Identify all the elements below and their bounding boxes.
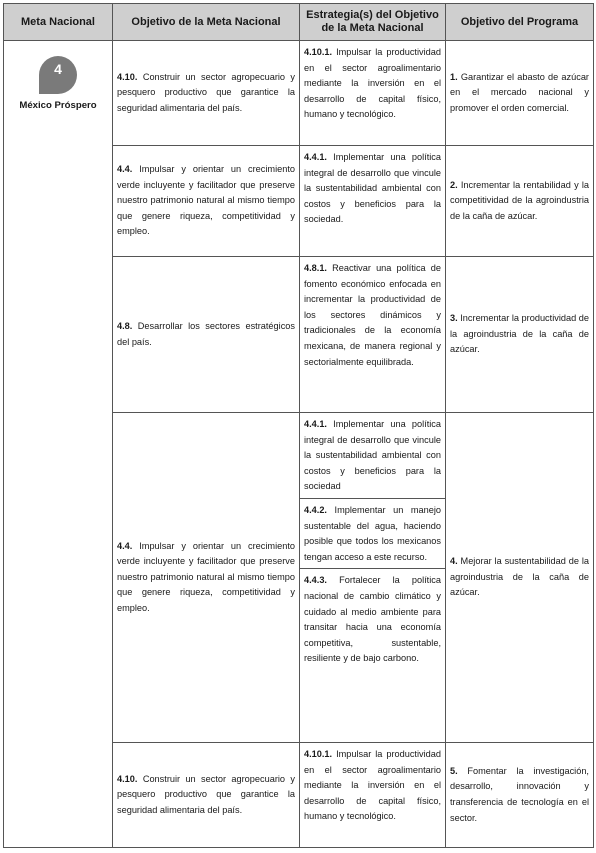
estrategia-text: Impulsar la productividad en el sector agroalimentario mediante la inversión en el desarrollo de capital físico, humano y tecnológico. (304, 749, 441, 822)
objetivo-text: Desarrollar los sectores estratégicos del país. (117, 320, 295, 347)
estrategia-number: 4.10.1. (304, 47, 333, 57)
objetivo-cell (113, 257, 300, 413)
programa-text: Mejorar la sustentabilidad de la agroindustria de la caña de azúcar. (450, 556, 589, 598)
estrategia-number: 4.4.1. (304, 419, 327, 429)
objetivo-text: Impulsar y orientar un crecimiento verde incluyente y facilitador que preserve nuestro patrimonio natural al mismo tiempo que genere riqueza, competitividad y empleo. (117, 164, 295, 237)
estrategia-text: Fortalecer la política nacional de cambio climático y cuidado al medio ambiente para transitar hacia una economía competitiva, sustentable, resiliente y de bajo carbono. (304, 575, 441, 664)
programa-text: Garantizar el abasto de azúcar en el mercado nacional y promover el orden comercial. (450, 71, 589, 113)
estrategia-number: 4.10.1. (304, 749, 333, 759)
meta-nacional-cell (4, 41, 113, 848)
estrategia-item (304, 261, 441, 370)
objetivo-cell (113, 41, 300, 146)
estrategia-number: 4.4.3. (304, 575, 327, 586)
estrategia-item (300, 568, 445, 667)
objetivo-number: 4.10. (117, 773, 138, 784)
estrategia-item (304, 747, 441, 825)
estrategia-text: Implementar una política integral de desarrollo que vincule la sustentabilidad ambiental con costos y beneficios para la sociedad (304, 419, 441, 492)
objetivo-text: Impulsar y orientar un crecimiento verde incluyente y facilitador que preserve nuestro patrimonio natural al mismo tiempo que genere riqueza, competitividad y empleo. (117, 540, 295, 613)
programa-text: Fomentar la investigación, desarrollo, innovación y transferencia de tecnología en el sector. (450, 765, 589, 823)
estrategia-number: 4.4.1. (304, 152, 327, 162)
programa-text: Incrementar la productividad de la agroindustria de la caña de azúcar. (450, 313, 589, 355)
header-row (4, 4, 594, 41)
objetivo-text: Construir un sector agropecuario y pesquero productivo que garantice la seguridad alimentaria del país. (117, 773, 295, 815)
estrategia-item (304, 417, 441, 495)
estrategia-text: Reactivar una política de fomento económico enfocada en incrementar la productividad de los sectores dinámicos y tradicionales de la economía mexicana, de manera regional y sectorialmente equilibrada. (304, 263, 441, 367)
meta-badge-number: 4 (54, 61, 62, 77)
estrategia-cell (300, 413, 446, 743)
programa-cell (446, 257, 594, 413)
estrategia-number: 4.4.2. (304, 504, 327, 515)
estrategia-cell (300, 743, 446, 848)
estrategia-item (304, 150, 441, 228)
estrategia-text: Impulsar la productividad en el sector agroalimentario mediante la inversión en el desarrollo de capital físico, humano y tecnológico. (304, 47, 441, 120)
objetivo-cell (113, 413, 300, 743)
estrategia-text: Implementar una política integral de desarrollo que vincule la sustentabilidad ambiental con costos y beneficios para la sociedad. (304, 152, 441, 225)
estrategia-text: Implementar un manejo sustentable del agua, haciendo posible que todos los mexicanos tengan acceso a este recurso. (304, 504, 441, 562)
programa-number: 4. (450, 556, 458, 567)
header-objetivo-programa: Objetivo del Programa (446, 4, 594, 41)
programa-number: 5. (450, 765, 458, 776)
header-estrategias: Estrategia(s) del Objetivo de la Meta Nacional (300, 4, 446, 41)
objetivo-number: 4.4. (117, 540, 133, 551)
table-row (4, 41, 594, 146)
programa-cell (446, 413, 594, 743)
programa-number: 1. (450, 71, 458, 82)
programa-number: 2. (450, 179, 458, 190)
estrategia-number: 4.8.1. (304, 263, 327, 273)
alignment-table (3, 3, 594, 848)
objetivo-cell (113, 146, 300, 257)
estrategia-cell (300, 146, 446, 257)
programa-number: 3. (450, 313, 458, 324)
header-objetivo-meta: Objetivo de la Meta Nacional (113, 4, 300, 41)
objetivo-number: 4.10. (117, 71, 138, 82)
programa-text: Incrementar la rentabilidad y la competitividad de la agroindustria de la caña de azúcar. (450, 179, 589, 221)
header-meta-nacional: Meta Nacional (4, 4, 113, 41)
meta-name: México Próspero (19, 100, 97, 111)
objetivo-cell (113, 743, 300, 848)
meta-badge-icon (39, 56, 77, 94)
programa-cell (446, 41, 594, 146)
estrategia-item (300, 498, 445, 565)
estrategia-cell (300, 41, 446, 146)
programa-cell (446, 743, 594, 848)
objetivo-text: Construir un sector agropecuario y pesquero productivo que garantice la seguridad alimentaria del país. (117, 71, 295, 113)
objetivo-number: 4.8. (117, 320, 133, 331)
objetivo-number: 4.4. (117, 164, 133, 175)
estrategia-item (304, 45, 441, 123)
programa-cell (446, 146, 594, 257)
estrategia-cell (300, 257, 446, 413)
